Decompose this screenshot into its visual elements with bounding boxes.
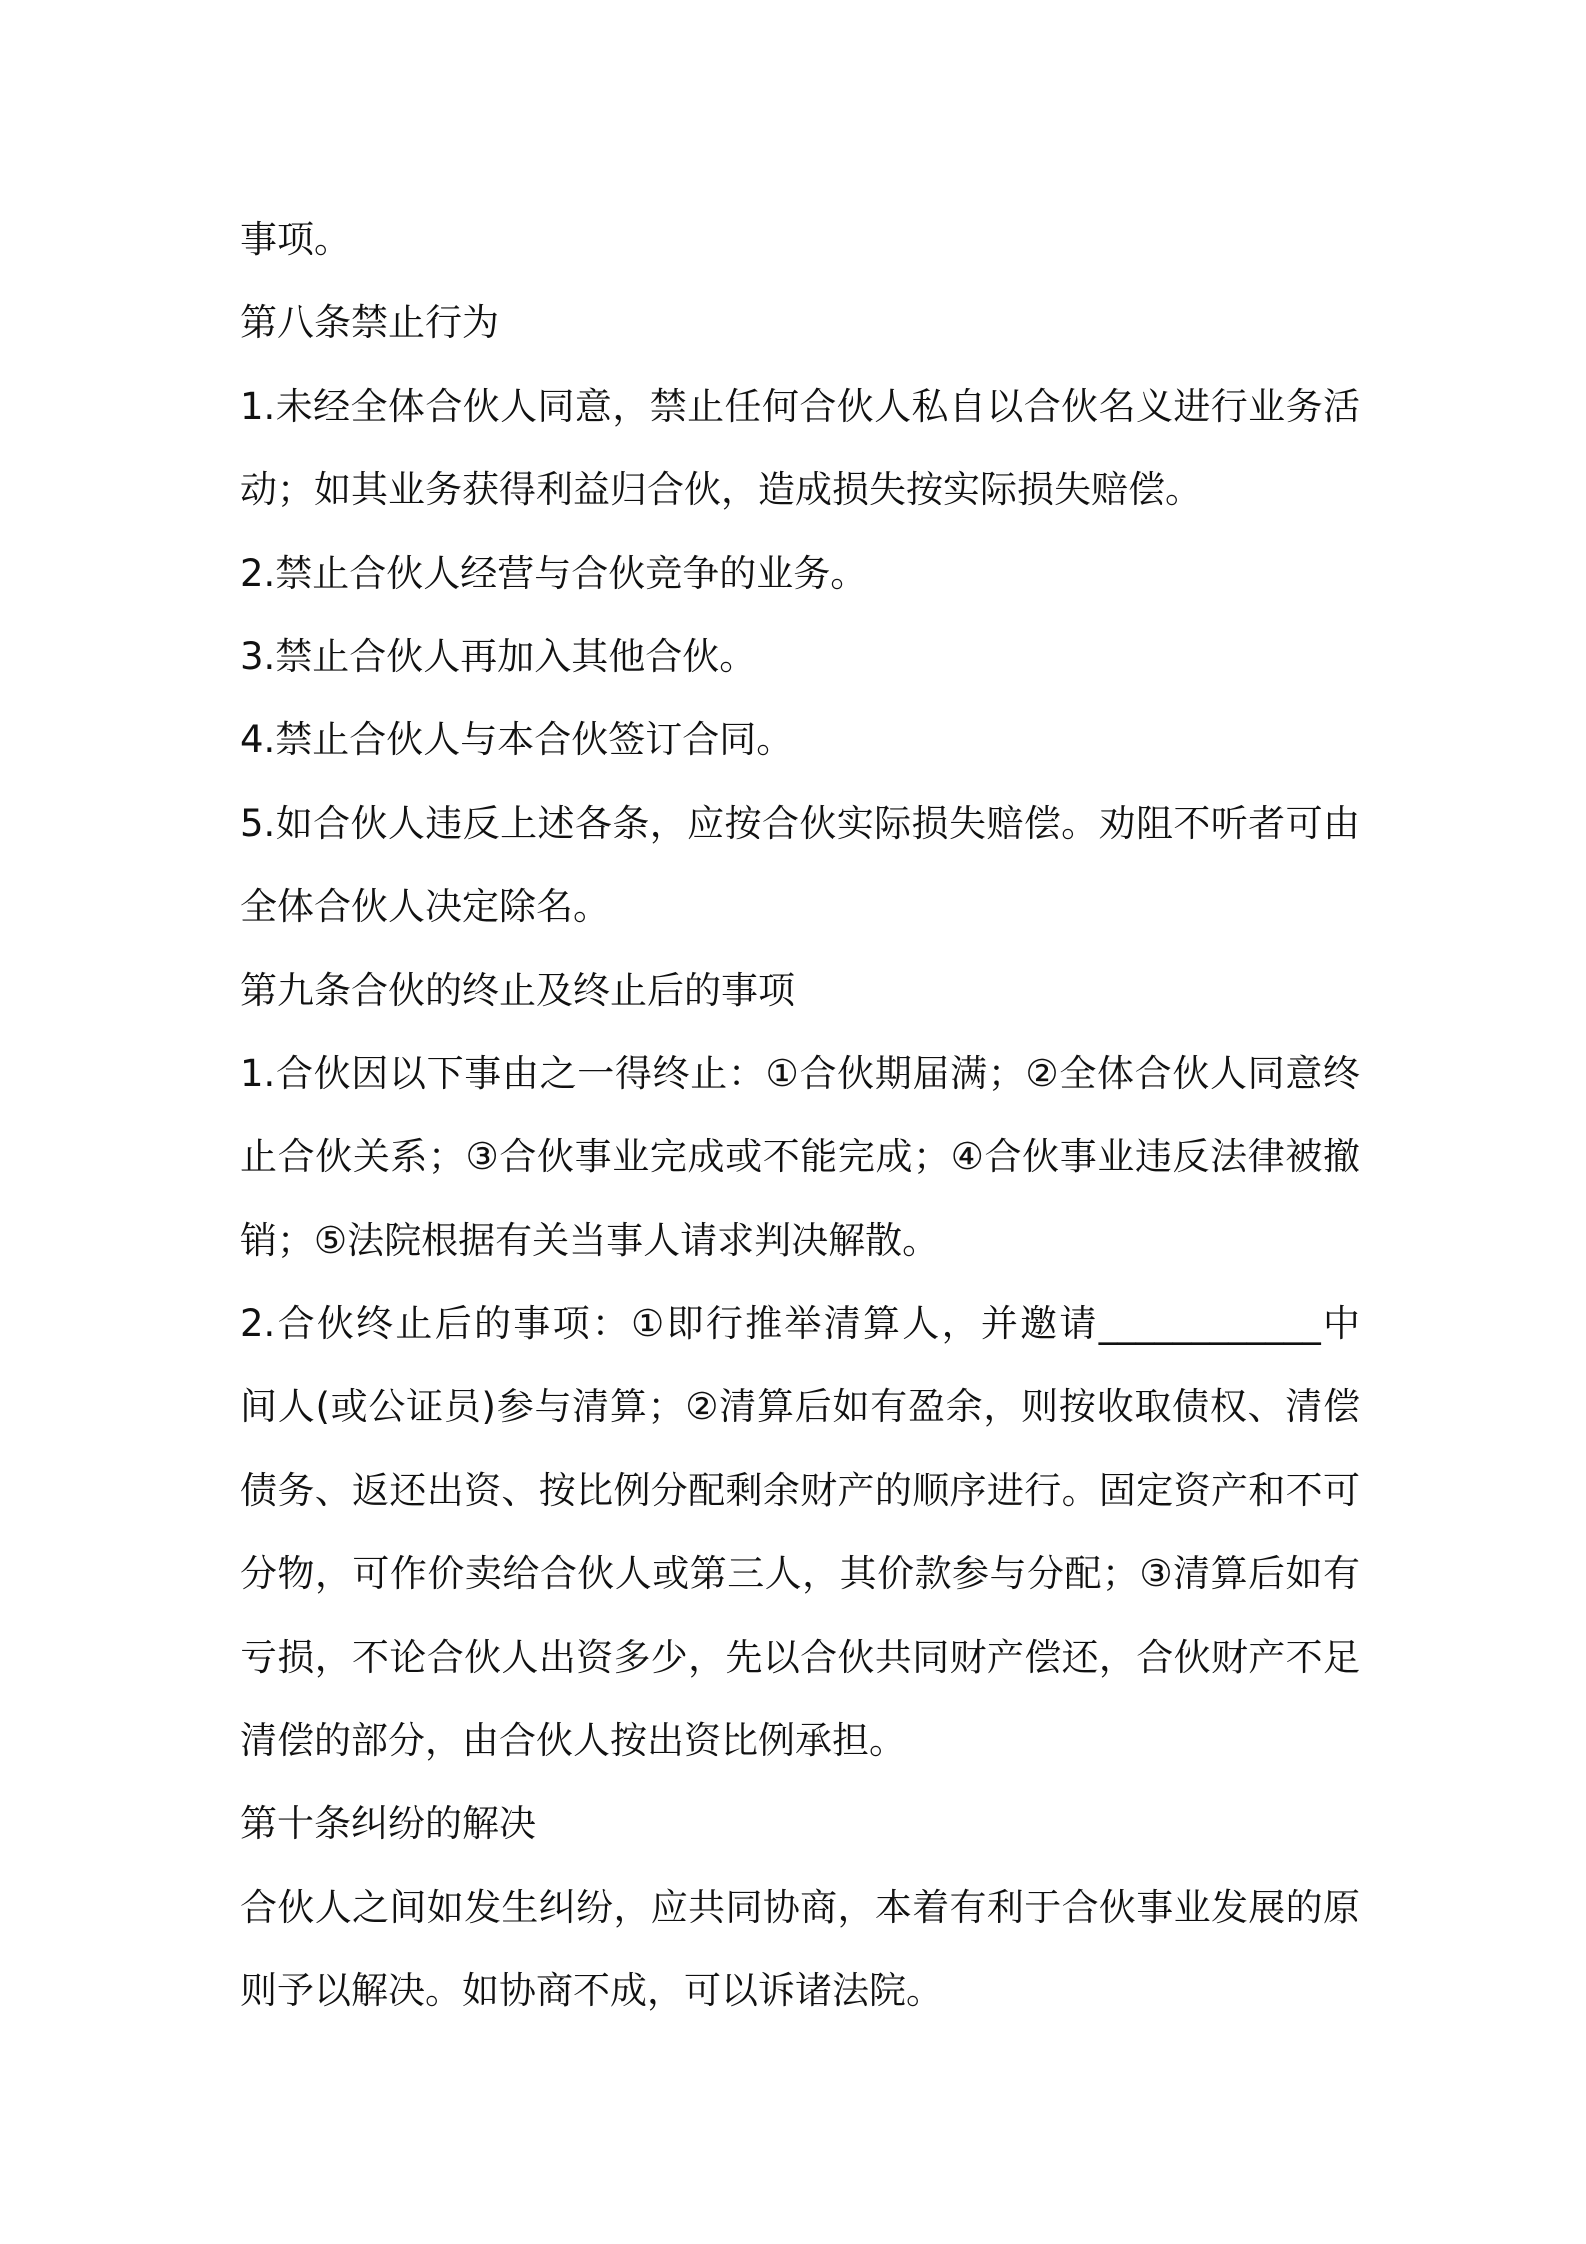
- text-line: 1.合伙因以下事由之一得终止：①合伙期届满；②全体合伙人同意终: [240, 1051, 1360, 1095]
- text-line: 2.合伙终止后的事项：①即行推举清算人，并邀请____________中: [240, 1302, 1360, 1346]
- text-line: 4.禁止合伙人与本合伙签订合同。: [240, 718, 794, 762]
- text-line: 5.如合伙人违反上述各条，应按合伙实际损失赔偿。劝阻不听者可由: [240, 801, 1360, 845]
- text-line: 动；如其业务获得利益归合伙，造成损失按实际损失赔偿。: [240, 468, 1202, 512]
- text-line: 2.禁止合伙人经营与合伙竞争的业务。: [240, 551, 868, 595]
- text-line: 3.禁止合伙人再加入其他合伙。: [240, 634, 757, 678]
- text-line: 债务、返还出资、按比例分配剩余财产的顺序进行。固定资产和不可: [240, 1468, 1360, 1512]
- text-line: 则予以解决。如协商不成，可以诉诸法院。: [240, 1969, 943, 2013]
- text-line: 止合伙关系；③合伙事业完成或不能完成；④合伙事业违反法律被撤: [240, 1135, 1360, 1179]
- section-heading-article-9: 第九条合伙的终止及终止后的事项: [240, 968, 795, 1012]
- text-line: 间人(或公证员)参与清算；②清算后如有盈余，则按收取债权、清偿: [240, 1385, 1360, 1429]
- text-line: 清偿的部分，由合伙人按出资比例承担。: [240, 1719, 906, 1763]
- text-line: 事项。: [240, 218, 351, 261]
- text-line: 销；⑤法院根据有关当事人请求判决解散。: [240, 1218, 940, 1262]
- text-line: 分物，可作价卖给合伙人或第三人，其价款参与分配；③清算后如有: [240, 1552, 1360, 1596]
- text-line: 合伙人之间如发生纠纷，应共同协商，本着有利于合伙事业发展的原: [240, 1885, 1360, 1929]
- section-heading-article-10: 第十条纠纷的解决: [240, 1802, 536, 1846]
- text-line: 亏损，不论合伙人出资多少，先以合伙共同财产偿还，合伙财产不足: [240, 1635, 1360, 1679]
- document-body: [240, 198, 1360, 2033]
- section-heading-article-8: 第八条禁止行为: [240, 301, 499, 345]
- text-line: 1.未经全体合伙人同意，禁止任何合伙人私自以合伙名义进行业务活: [240, 384, 1360, 428]
- text-line: 全体合伙人决定除名。: [240, 885, 610, 929]
